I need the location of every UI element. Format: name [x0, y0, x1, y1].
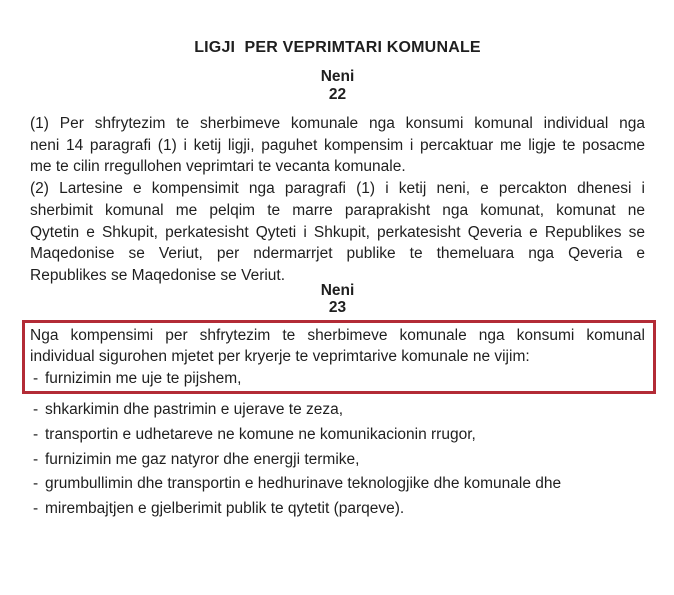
text-line: Qytetin e Shkupit, perkatesisht Qyteti i Shkupit, perkatesisht Qeveria e Republikes se	[30, 223, 645, 241]
list-item	[30, 399, 645, 421]
list-item	[30, 473, 645, 495]
text-line: me te cilin rregullohen veprimtari te vecanta komunale.	[30, 158, 406, 176]
document-title: LIGJI PER VEPRIMTARI KOMUNALE	[194, 39, 481, 56]
list-item	[30, 424, 645, 446]
text-line: Nga kompensimi per shfrytezim te sherbimeve komunale nga konsumi komunal	[30, 326, 645, 344]
list-item-text: transportin e udhetareve ne komune ne komunikacionin rrugor,	[45, 425, 476, 443]
article-23-heading-number: 23	[328, 299, 347, 317]
text-line: neni 14 paragrafi (1) i ketij ligji, paguhet kompensim i percaktuar me ligje te posacme	[30, 136, 645, 154]
list-item-dash: -	[33, 450, 39, 468]
article-23-heading-label: Neni	[320, 281, 355, 299]
list-item-text: mirembajtjen e gjelberimit publik te qytetit (parqeve).	[45, 500, 405, 518]
document-page	[0, 38, 674, 595]
list-item-dash: -	[33, 370, 39, 388]
list-item-text: furnizimin me uje te pijshem,	[45, 370, 242, 388]
text-line: (1) Per shfrytezim te sherbimeve komunale nga konsumi komunal individual nga	[30, 115, 645, 132]
article-23-intro-paragraph	[30, 325, 645, 368]
article-22-paragraph-2	[30, 178, 645, 287]
list-item	[30, 449, 645, 471]
list-item-dash: -	[33, 400, 39, 418]
text-line: individual sigurohen mjetet per kryerje te veprimtarive komunale ne vijim:	[30, 348, 530, 366]
list-item-text: grumbullimin dhe transportin e hedhurinave teknologjike dhe komunale dhe	[45, 475, 562, 493]
text-line: sherbimit komunal me pelqim te marre paraprakisht nga komunat, komunat ne	[30, 201, 645, 219]
text-line: Republikes se Maqedonise se Veriut.	[30, 266, 286, 284]
article-22-paragraph-1	[30, 113, 645, 178]
list-item-text: furnizimin me gaz natyror dhe energji termike,	[45, 450, 360, 468]
text-line: (2) Lartesine e kompensimit nga paragrafi (1) i ketij neni, e percakton dhenesi i	[30, 180, 645, 198]
article-22-heading	[30, 68, 645, 103]
list-item-dash: -	[33, 500, 39, 518]
red-highlight-box	[22, 320, 656, 394]
list-item-dash: -	[33, 475, 39, 493]
list-item-dash: -	[33, 425, 39, 443]
article-22-heading-label: Neni	[320, 68, 355, 85]
article-22-heading-number: 22	[328, 85, 347, 103]
article-23-heading	[30, 282, 645, 317]
article-23-activity-list	[30, 399, 645, 520]
text-line: Maqedonise se Veriut, per ndermarrjet publike te themeluara nga Qeveria e	[30, 245, 645, 263]
list-item	[30, 498, 645, 520]
list-item-text: shkarkimin dhe pastrimin e ujerave te zeza,	[45, 400, 344, 418]
list-item	[30, 368, 645, 390]
